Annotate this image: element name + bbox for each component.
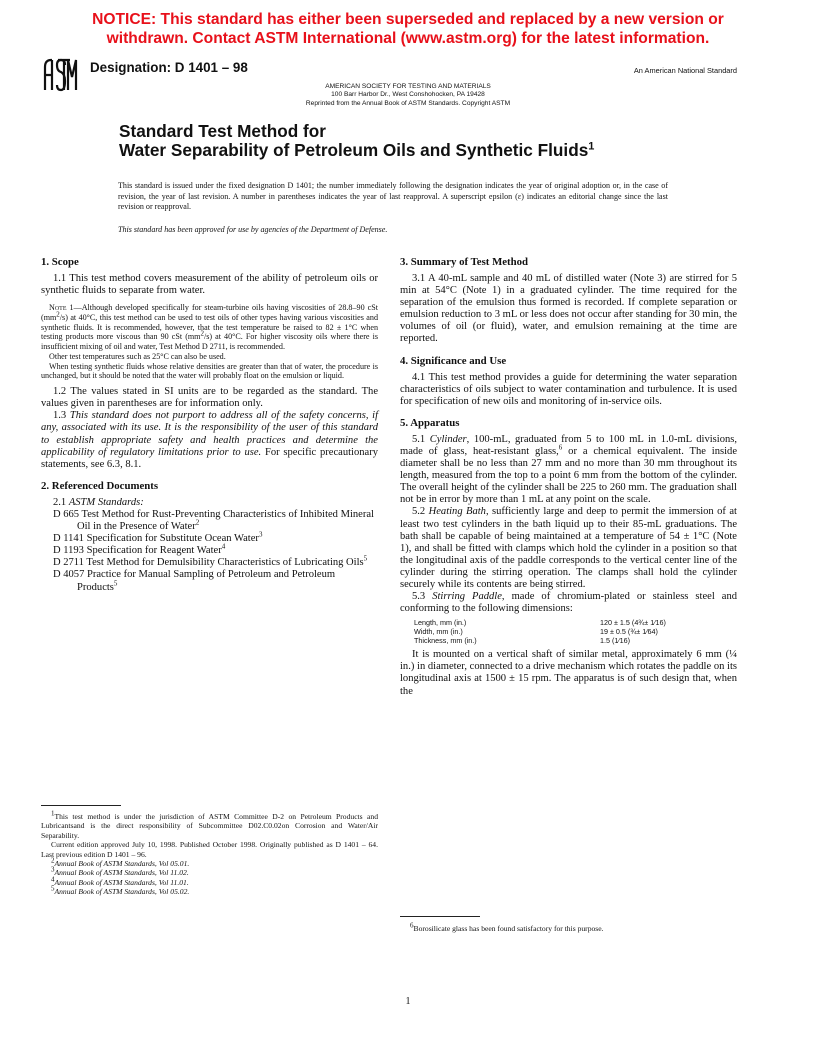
note-1-exp-a: 2 xyxy=(56,310,60,319)
footnote-5 xyxy=(41,884,378,897)
dim-value: 1.5 (1⁄16) xyxy=(600,636,630,646)
dim-label: Length, mm (in.) xyxy=(414,618,467,628)
para-5-1-num: 5.1 xyxy=(412,433,430,445)
para-4-1: 4.1 This test method provides a guide for determining the water separation characteristics of oils subject to water contamination and turbulence. It is used for specification of new oils and monitoring of in-service oils. xyxy=(400,371,737,407)
footnote-2-text: Annual Book of ASTM Standards, Vol 05.01. xyxy=(54,859,190,869)
para-1-3-num: 1.3 xyxy=(53,410,70,422)
section-heading-summary: 3. Summary of Test Method xyxy=(400,256,529,268)
footnote-4 xyxy=(41,875,378,887)
footnote-divider-right xyxy=(400,916,480,917)
note-1-text-a: 1—Although developed specifically for steam-turbine oils having viscosities of 28.8–90 cSt (mm xyxy=(41,303,378,322)
document-title xyxy=(119,122,594,160)
para-5-1-footnote-ref[interactable]: 6 xyxy=(558,443,563,452)
dim-value: 120 ± 1.5 (4¾± 1⁄16) xyxy=(600,618,666,628)
footnote-5-text: Annual Book of ASTM Standards, Vol 05.02. xyxy=(54,887,190,897)
footnote-3-text: Annual Book of ASTM Standards, Vol 11.02. xyxy=(54,868,189,878)
para-5-3-text: , made of chromium-plated or stainless steel and conforming to the following dimensions: xyxy=(400,591,737,615)
reference-item[interactable] xyxy=(53,542,378,557)
designation: Designation: D 1401 – 98 xyxy=(90,60,248,75)
para-5-3-term: Stirring Paddle xyxy=(432,591,502,603)
note-1-exp-b: 2 xyxy=(200,329,204,338)
para-1-3-tail: For specific precautionary statements, see 6.3, 8.1. xyxy=(41,446,378,470)
footnote-2-mark: 2 xyxy=(51,856,55,865)
footnote-3-mark: 3 xyxy=(51,865,55,874)
footnote-1-text: This test method is under the jurisdiction of ASTM Committee D-2 on Petroleum Products and Lubricantsand is the direct responsibility of Subcommittee D02.C0.02on Corrosion and Water/Air Separability. xyxy=(41,812,378,840)
publisher-address: 100 Barr Harbor Dr., West Conshohocken, PA 19428 xyxy=(331,91,485,99)
reference-text: D 2711 Test Method for Demulsibility Characteristics of Lubricating Oils xyxy=(53,557,364,569)
footnote-3 xyxy=(41,865,378,878)
paddle-dimensions-table xyxy=(400,618,737,645)
para-5-2-term: Heating Bath xyxy=(428,506,486,518)
reference-item[interactable] xyxy=(53,530,378,545)
reference-footnote-ref[interactable]: 3 xyxy=(258,530,263,539)
para-5-2-num: 5.2 xyxy=(412,506,429,518)
right-column xyxy=(400,256,737,698)
footnote-1 xyxy=(41,809,378,840)
para-1-3 xyxy=(41,410,378,470)
title-line-1: Standard Test Method for xyxy=(119,121,326,141)
reference-footnote-ref[interactable]: 5 xyxy=(113,578,118,587)
dim-value: 19 ± 0.5 (¾± 1⁄64) xyxy=(600,627,658,637)
reference-footnote-ref[interactable]: 2 xyxy=(195,518,200,527)
reference-item[interactable] xyxy=(53,554,378,569)
footnote-6-mark: 6 xyxy=(410,921,414,930)
astm-logo-icon xyxy=(41,57,81,93)
para-5-2-text: , sufficiently large and deep to permit the immersion of at least two test cylinders in the bath liquid up to their 85-mL graduations. The bath shall be capable of being maintained at a temperature of 54 ± 1°C (Note 1), and shall be fitted with clamps which hold the cylinder in a position so that the longitudinal axis of the paddle corresponds to the vertical center line of the cylinder during the stirring operation. The clamps shall hold the cylinder securely while its contents are being stirred. xyxy=(400,506,737,590)
notice-line-1: NOTICE: This standard has either been superseded and replaced by a new version or xyxy=(92,11,724,28)
section-heading-apparatus: 5. Apparatus xyxy=(400,416,460,429)
para-5-3-num: 5.3 xyxy=(412,591,433,603)
reference-text: D 4057 Practice for Manual Sampling of Petroleum and Petroleum Products xyxy=(53,569,336,593)
para-5-3 xyxy=(400,591,737,615)
reference-text: D 665 Test Method for Rust-Preventing Characteristics of Inhibited Mineral Oil in the Presence of Water xyxy=(53,508,374,533)
footnote-6 xyxy=(400,921,737,933)
reference-item[interactable] xyxy=(53,569,378,593)
footnote-6-text: Borosilicate glass has been found satisfactory for this purpose. xyxy=(413,924,604,933)
footnote-4-text: Annual Book of ASTM Standards, Vol 11.01. xyxy=(54,877,189,887)
section-heading-significance: 4. Significance and Use xyxy=(400,354,507,367)
national-standard-label: An American National Standard xyxy=(633,66,737,75)
section-heading-referenced: 2. Referenced Documents xyxy=(41,479,159,492)
subheading-num: 2.1 xyxy=(53,496,69,508)
para-1-2: 1.2 The values stated in SI units are to be regarded as the standard. The values given in parentheses are for information only. xyxy=(41,386,378,410)
page-number: 1 xyxy=(405,996,411,1007)
reference-item[interactable] xyxy=(53,509,378,533)
reference-text: D 1193 Specification for Reagent Water xyxy=(53,545,222,557)
left-column xyxy=(41,256,378,594)
publisher-block xyxy=(250,83,566,108)
para-3-1: 3.1 A 40-mL sample and 40 mL of distilled water (Note 3) are stirred for 5 min at 54°C (Note 1) in a graduated cylinder. The time required for the separation of the emulsion thus formed is recorded. If complete separation or emulsion reduction to 3 mL or less does not occur after standing for 30 min, the volumes of oil (or fluid), water, and emulsion remaining at the time are reported. xyxy=(400,273,737,345)
para-1-1: 1.1 This test method covers measurement of the ability of petroleum oils or synthetic fluids to separate from water. xyxy=(41,273,378,297)
footnote-1b: Current edition approved July 10, 1998. Published October 1998. Originally published as D 1401 – 64. Last previous edition D 1401 – 96. xyxy=(41,840,378,859)
reference-footnote-ref[interactable]: 5 xyxy=(363,554,368,563)
note-label: Note xyxy=(49,303,67,313)
para-5-3-continued: It is mounted on a vertical shaft of similar metal, approximately 6 mm (¼ in.) in diameter, connected to a drive mechanism which rotates the paddle on its longitudinal axis at 1500 ± 15 rpm. The apparatus is of such design that, when the xyxy=(400,649,737,697)
note-1 xyxy=(41,303,378,381)
publisher-name: AMERICAN SOCIETY FOR TESTING AND MATERIALS xyxy=(325,83,491,90)
astm-standards-subheading xyxy=(41,497,378,509)
para-5-1-text-a: , 100-mL, graduated from 5 to 100 mL in 1.0-mL divisions, made of glass, heat-resistant glass, xyxy=(400,433,737,457)
supersession-notice xyxy=(40,10,776,48)
section-heading-scope: 1. Scope xyxy=(41,256,79,268)
table-row xyxy=(400,618,737,627)
para-5-1-text-b: or a chemical equivalent. The inside diameter shall be no less than 27 mm and no more than 30 mm throughout its length, measured from the top to a point 6 mm from the bottom of the cylinder. The overall height of the cylinder shall be 225 to 260 mm. The graduation shall not be in error by more than 1 mL at any point on the scale. xyxy=(400,445,737,506)
reprint-line: Reprinted from the Annual Book of ASTM Standards. Copyright ASTM xyxy=(305,99,511,107)
dod-approval-statement: This standard has been approved for use by agencies of the Department of Defense. xyxy=(118,225,388,234)
reference-text: D 1141 Specification for Substitute Ocean Water xyxy=(53,533,259,545)
notice-line-2: withdrawn. Contact ASTM International (www.astm.org) for the latest information. xyxy=(106,30,710,47)
para-5-1 xyxy=(400,434,737,507)
reference-list xyxy=(41,509,378,594)
note-1-text-c: /s) at 40°C. For higher viscosity oils where there is insufficient mixing of oil and water, Test Method D 2711, is recommended. xyxy=(41,332,378,352)
dim-label: Width, mm (in.) xyxy=(414,627,463,637)
table-row xyxy=(400,636,737,645)
footnotes xyxy=(41,809,378,897)
para-5-1-term: Cylinder xyxy=(429,433,467,445)
footnote-1-mark: 1 xyxy=(51,809,55,818)
dim-label: Thickness, mm (in.) xyxy=(414,636,477,646)
table-row xyxy=(400,627,737,636)
para-1-3-italic: This standard does not purport to address all of the safety concerns, if any, associated with its use. It is the responsibility of the user of this standard to establish appropriate safety and health practices and determine the applicability of regulatory limitations prior to use. xyxy=(41,410,378,458)
note-1-para-2: Other test temperatures such as 25°C can also be used. xyxy=(49,351,226,361)
title-footnote-ref[interactable]: 1 xyxy=(588,140,595,153)
title-line-2: Water Separability of Petroleum Oils and Synthetic Fluids xyxy=(119,140,589,160)
reference-footnote-ref[interactable]: 4 xyxy=(221,542,226,551)
note-1-para-3: When testing synthetic fluids whose relative densities are greater than that of water, the procedure is unchanged, but it should be noted that the water will probably float on the emulsion or liquid. xyxy=(41,361,378,381)
para-5-2 xyxy=(400,506,737,591)
footnote-5-mark: 5 xyxy=(51,884,55,893)
footnote-divider xyxy=(41,805,121,806)
issuance-statement: This standard is issued under the fixed designation D 1401; the number immediately following the designation indicates the year of original adoption or, in the case of revision, the year of last revision. A number in parentheses indicates the year of last reapproval. A superscript epsilon (ε) indicates an editorial change since the last revision or reapproval. xyxy=(118,181,668,211)
subheading-text: ASTM Standards: xyxy=(68,496,144,508)
note-1-text-b: /s) at 40°C, this test method can be used to test oils of other types having various viscosities and synthetic fluids. It is recommended, however, that the test temperature be raised to 82 ± 1°C when testing products more viscous than 90 cSt (mm xyxy=(41,312,378,342)
footnote-4-mark: 4 xyxy=(51,875,55,884)
